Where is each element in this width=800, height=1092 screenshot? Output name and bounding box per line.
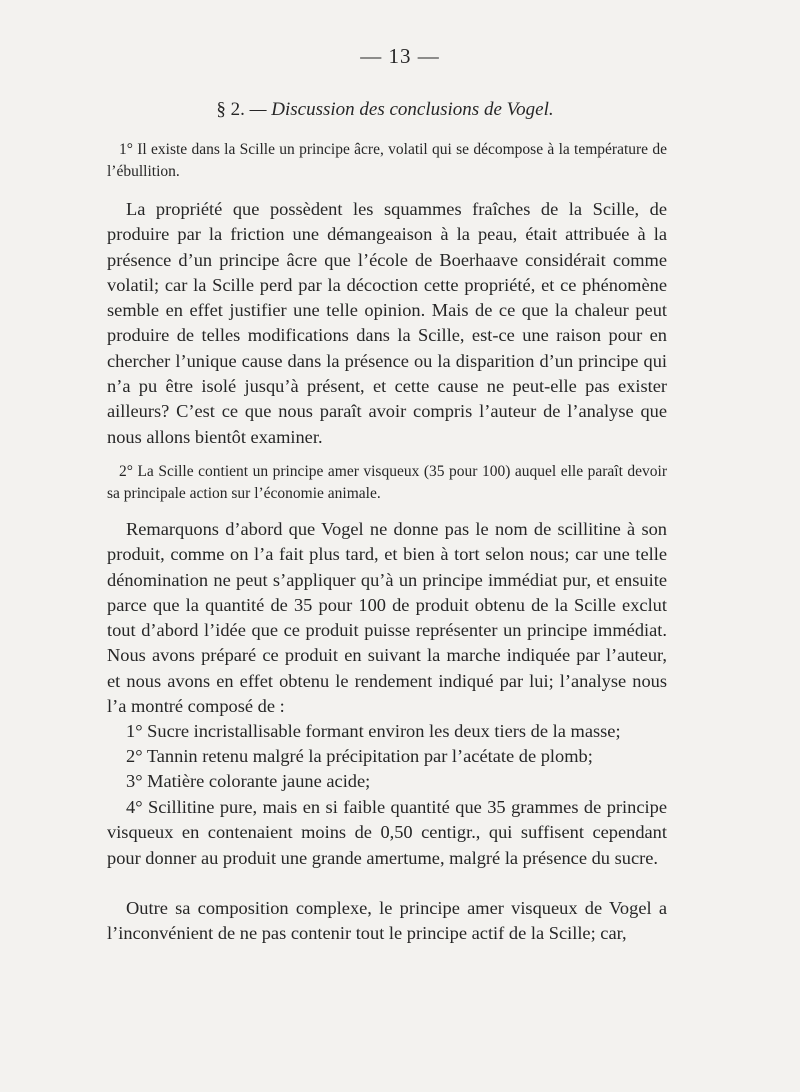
proposition-1: 1° Il existe dans la Scille un principe âcre, volatil qui se décompose à la température de l’ébullition. xyxy=(107,141,667,180)
list-item-2: 2° Tannin retenu malgré la précipitation par l’acétate de plomb; xyxy=(126,746,593,766)
section-number: § 2. xyxy=(216,99,245,120)
list-item-1: 1° Sucre incristallisable formant environ les deux tiers de la masse; xyxy=(126,721,621,741)
list-item-3: 3° Matière colorante jaune acide; xyxy=(126,771,371,791)
paragraph-1: La propriété que possèdent les squammes fraîches de la Scille, de produire par la friction une démangeaison à la peau, était attribuée à la présence d’un principe âcre que l’école de Boerhaave considérait comme volatil; car la Scille perd par la décoction cette propriété, et ce phénomène semble en effet justifier une telle opinion. Mais de ce que la chaleur peut produire de telles modifications dans la Scille, est-ce une raison pour en chercher l’unique cause dans la présence ou la disparition d’un principe qui n’a pu être isolé jusqu’à présent, et cette cause ne peut-elle pas exister ailleurs? C’est ce que nous paraît avoir compris l’auteur de l’analyse que nous allons bientôt examiner. xyxy=(107,199,667,447)
paragraph-3: Outre sa composition complexe, le principe amer visqueux de Vogel a l’inconvénient de ne pas contenir tout le principe actif de la Scille; car, xyxy=(107,898,667,944)
paragraph-2: Remarquons d’abord que Vogel ne donne pas le nom de scillitine à son produit, comme on l’a fait plus tard, et bien à tort selon nous; car une telle dénomination ne peut s’appliquer qu’à un principe immédiat pur, et ensuite parce que la quantité de 35 pour 100 de produit obtenu de la Scille exclut tout d’abord l’idée que ce produit puisse représenter un principe immédiat. Nous avons préparé ce produit en suivant la marche indiquée par l’auteur, et nous avons en effet obtenu le rendement indiqué par lui; l’analyse nous l’a montré composé de : xyxy=(107,519,667,717)
section-heading xyxy=(0,99,770,121)
section-title: — Discussion des conclusions de Vogel. xyxy=(249,99,554,120)
proposition-2: 2° La Scille contient un principe amer visqueux (35 pour 100) auquel elle paraît devoir sa principale action sur l’économie animale. xyxy=(107,463,667,502)
page-number: — 13 — xyxy=(360,44,440,68)
list-item-4: 4° Scillitine pure, mais en si faible quantité que 35 grammes de principe visqueux en contenaient moins de 0,50 centigr., qui suffisent cependant pour donner au produit une grande amertume, malgré la présence du sucre. xyxy=(107,797,667,868)
